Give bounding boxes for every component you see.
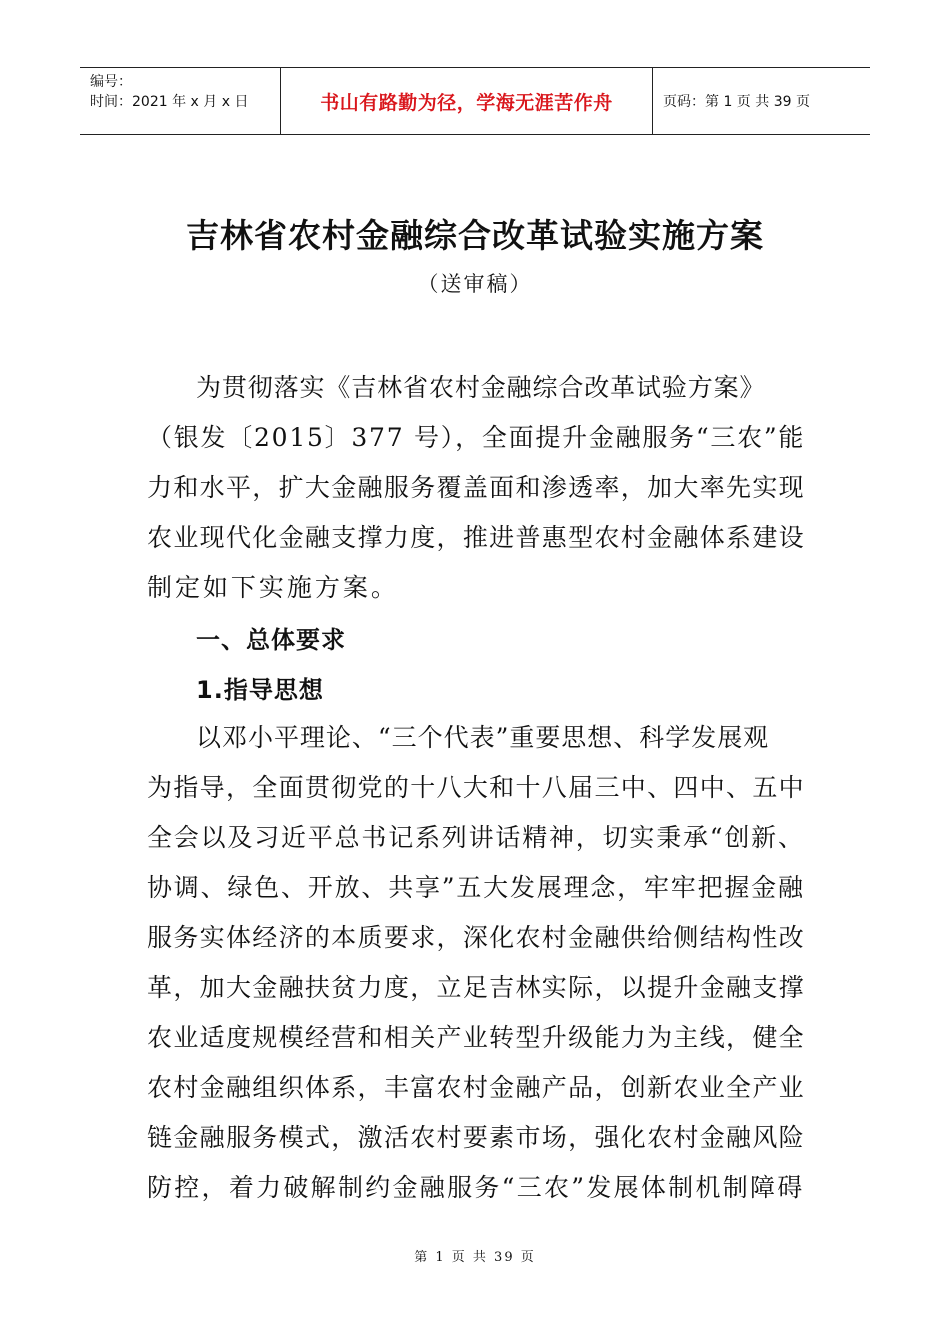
subsection-heading: 1.指导思想 bbox=[196, 676, 324, 704]
paragraph1-line: 为贯彻落实《吉林省农村金融综合改革试验方案》 bbox=[196, 373, 766, 402]
document-subtitle: （送审稿） bbox=[417, 272, 533, 296]
paragraph2-line: 服务实体经济的本质要求，深化农村金融供给侧结构性改 bbox=[147, 923, 806, 952]
header-motto: 书山有路勤为径，学海无涯苦作舟 bbox=[281, 68, 653, 134]
paragraph2-line: 链金融服务模式，激活农村要素市场，强化农村金融风险 bbox=[147, 1123, 806, 1152]
page-footer: 第 1 页 共 39 页 bbox=[414, 1250, 536, 1265]
header-page-info: 页码：第 1 页 共 39 页 bbox=[663, 94, 810, 110]
paragraph2-line: 革，加大金融扶贫力度，立足吉林实际，以提升金融支撑 bbox=[147, 973, 806, 1002]
document-title: 吉林省农村金融综合改革试验实施方案 bbox=[186, 216, 764, 255]
header-meta bbox=[80, 68, 281, 134]
paragraph2-line: 协调、绿色、开放、共享”五大发展理念，牢牢把握金融 bbox=[147, 873, 805, 902]
section-heading: 一、总体要求 bbox=[196, 626, 346, 654]
paragraph2-line: 农业适度规模经营和相关产业转型升级能力为主线，健全 bbox=[147, 1023, 806, 1052]
page-header bbox=[80, 67, 870, 135]
paragraph1-line: 力和水平，扩大金融服务覆盖面和渗透率，加大率先实现 bbox=[147, 473, 806, 502]
paragraph1-line: 制定如下实施方案。 bbox=[147, 573, 399, 602]
paragraph1-line: （银发〔2015〕377 号），全面提升金融服务“三农”能 bbox=[147, 423, 806, 452]
paragraph2-line: 农村金融组织体系，丰富农村金融产品，创新农业全产业 bbox=[147, 1073, 806, 1102]
header-number-label: 编号： bbox=[90, 74, 132, 90]
paragraph2-line: 为指导，全面贯彻党的十八大和十八届三中、四中、五中 bbox=[147, 773, 806, 802]
paragraph2-line: 以邓小平理论、“三个代表”重要思想、科学发展观 bbox=[196, 723, 770, 752]
paragraph1-line: 农业现代化金融支撑力度，推进普惠型农村金融体系建设 bbox=[147, 523, 806, 552]
header-time-label: 时间：2021 年 x 月 x 日 bbox=[90, 94, 249, 110]
paragraph2-line: 全会以及习近平总书记系列讲话精神，切实秉承“创新、 bbox=[147, 823, 805, 852]
paragraph2-line: 防控，着力破解制约金融服务“三农”发展体制机制障碍 bbox=[147, 1173, 805, 1202]
